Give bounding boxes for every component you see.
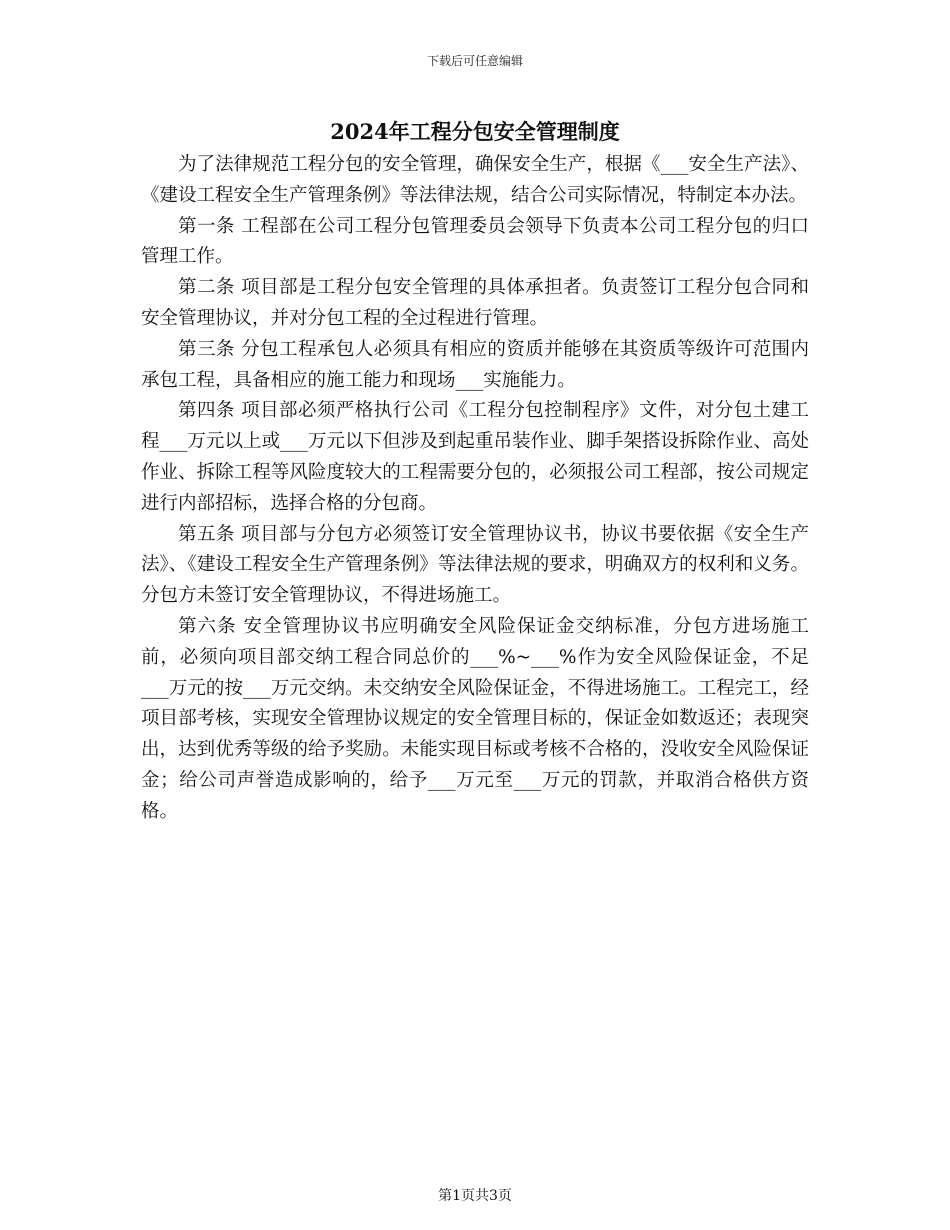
article-3-paragraph: 第三条 分包工程承包人必须具有相应的资质并能够在其资质等级许可范围内承包工程，具备相应的施工能力和现场___实施能力。: [141, 338, 809, 391]
intro-paragraph: 为了法律规范工程分包的安全管理，确保安全生产，根据《___安全生产法》、《建设工程安全生产管理条例》等法律法规，结合公司实际情况，特制定本办法。: [141, 154, 809, 206]
article-6-paragraph: 第六条 安全管理协议书应明确安全风险保证金交纳标准，分包方进场施工前，必须向项目部交纳工程合同总价的___%~___%作为安全风险保证金，不足___万元的按___万元交纳。未交纳安全风险保证金，不得进场施工。工程完工，经项目部考核，实现安全管理协议规定的安全管理目标的，保证金如数返还；表现突出，达到优秀等级的给予奖励。未能实现目标或考核不合格的，没收安全风险保证金；给公司声誉造成影响的，给予___万元至___万元的罚款，并取消合格供方资格。: [141, 615, 809, 822]
article-4-paragraph: 第四条 项目部必须严格执行公司《工程分包控制程序》文件，对分包土建工程___万元以上或___万元以下但涉及到起重吊装作业、脚手架搭设拆除作业、高处作业、拆除工程等风险度较大的工程需要分包的，必须报公司工程部，按公司规定进行内部招标，选择合格的分包商。: [141, 400, 809, 514]
document-title: 2024年工程分包安全管理制度: [330, 119, 620, 144]
article-5-paragraph: 第五条 项目部与分包方必须签订安全管理协议书，协议书要依据《安全生产法》、《建设工程安全生产管理条例》等法律法规的要求，明确双方的权利和义务。分包方未签订安全管理协议，不得进场施工。: [141, 523, 809, 607]
article-2-paragraph: 第二条 项目部是工程分包安全管理的具体承担者。负责签订工程分包合同和安全管理协议，并对分包工程的全过程进行管理。: [141, 277, 809, 329]
page-header-note: 下载后可任意编辑: [426, 54, 523, 68]
page-footer-page-number: 第1页共3页: [438, 1188, 512, 1204]
document-body: [141, 150, 809, 828]
article-1-paragraph: 第一条 工程部在公司工程分包管理委员会领导下负责本公司工程分包的归口管理工作。: [141, 215, 809, 268]
